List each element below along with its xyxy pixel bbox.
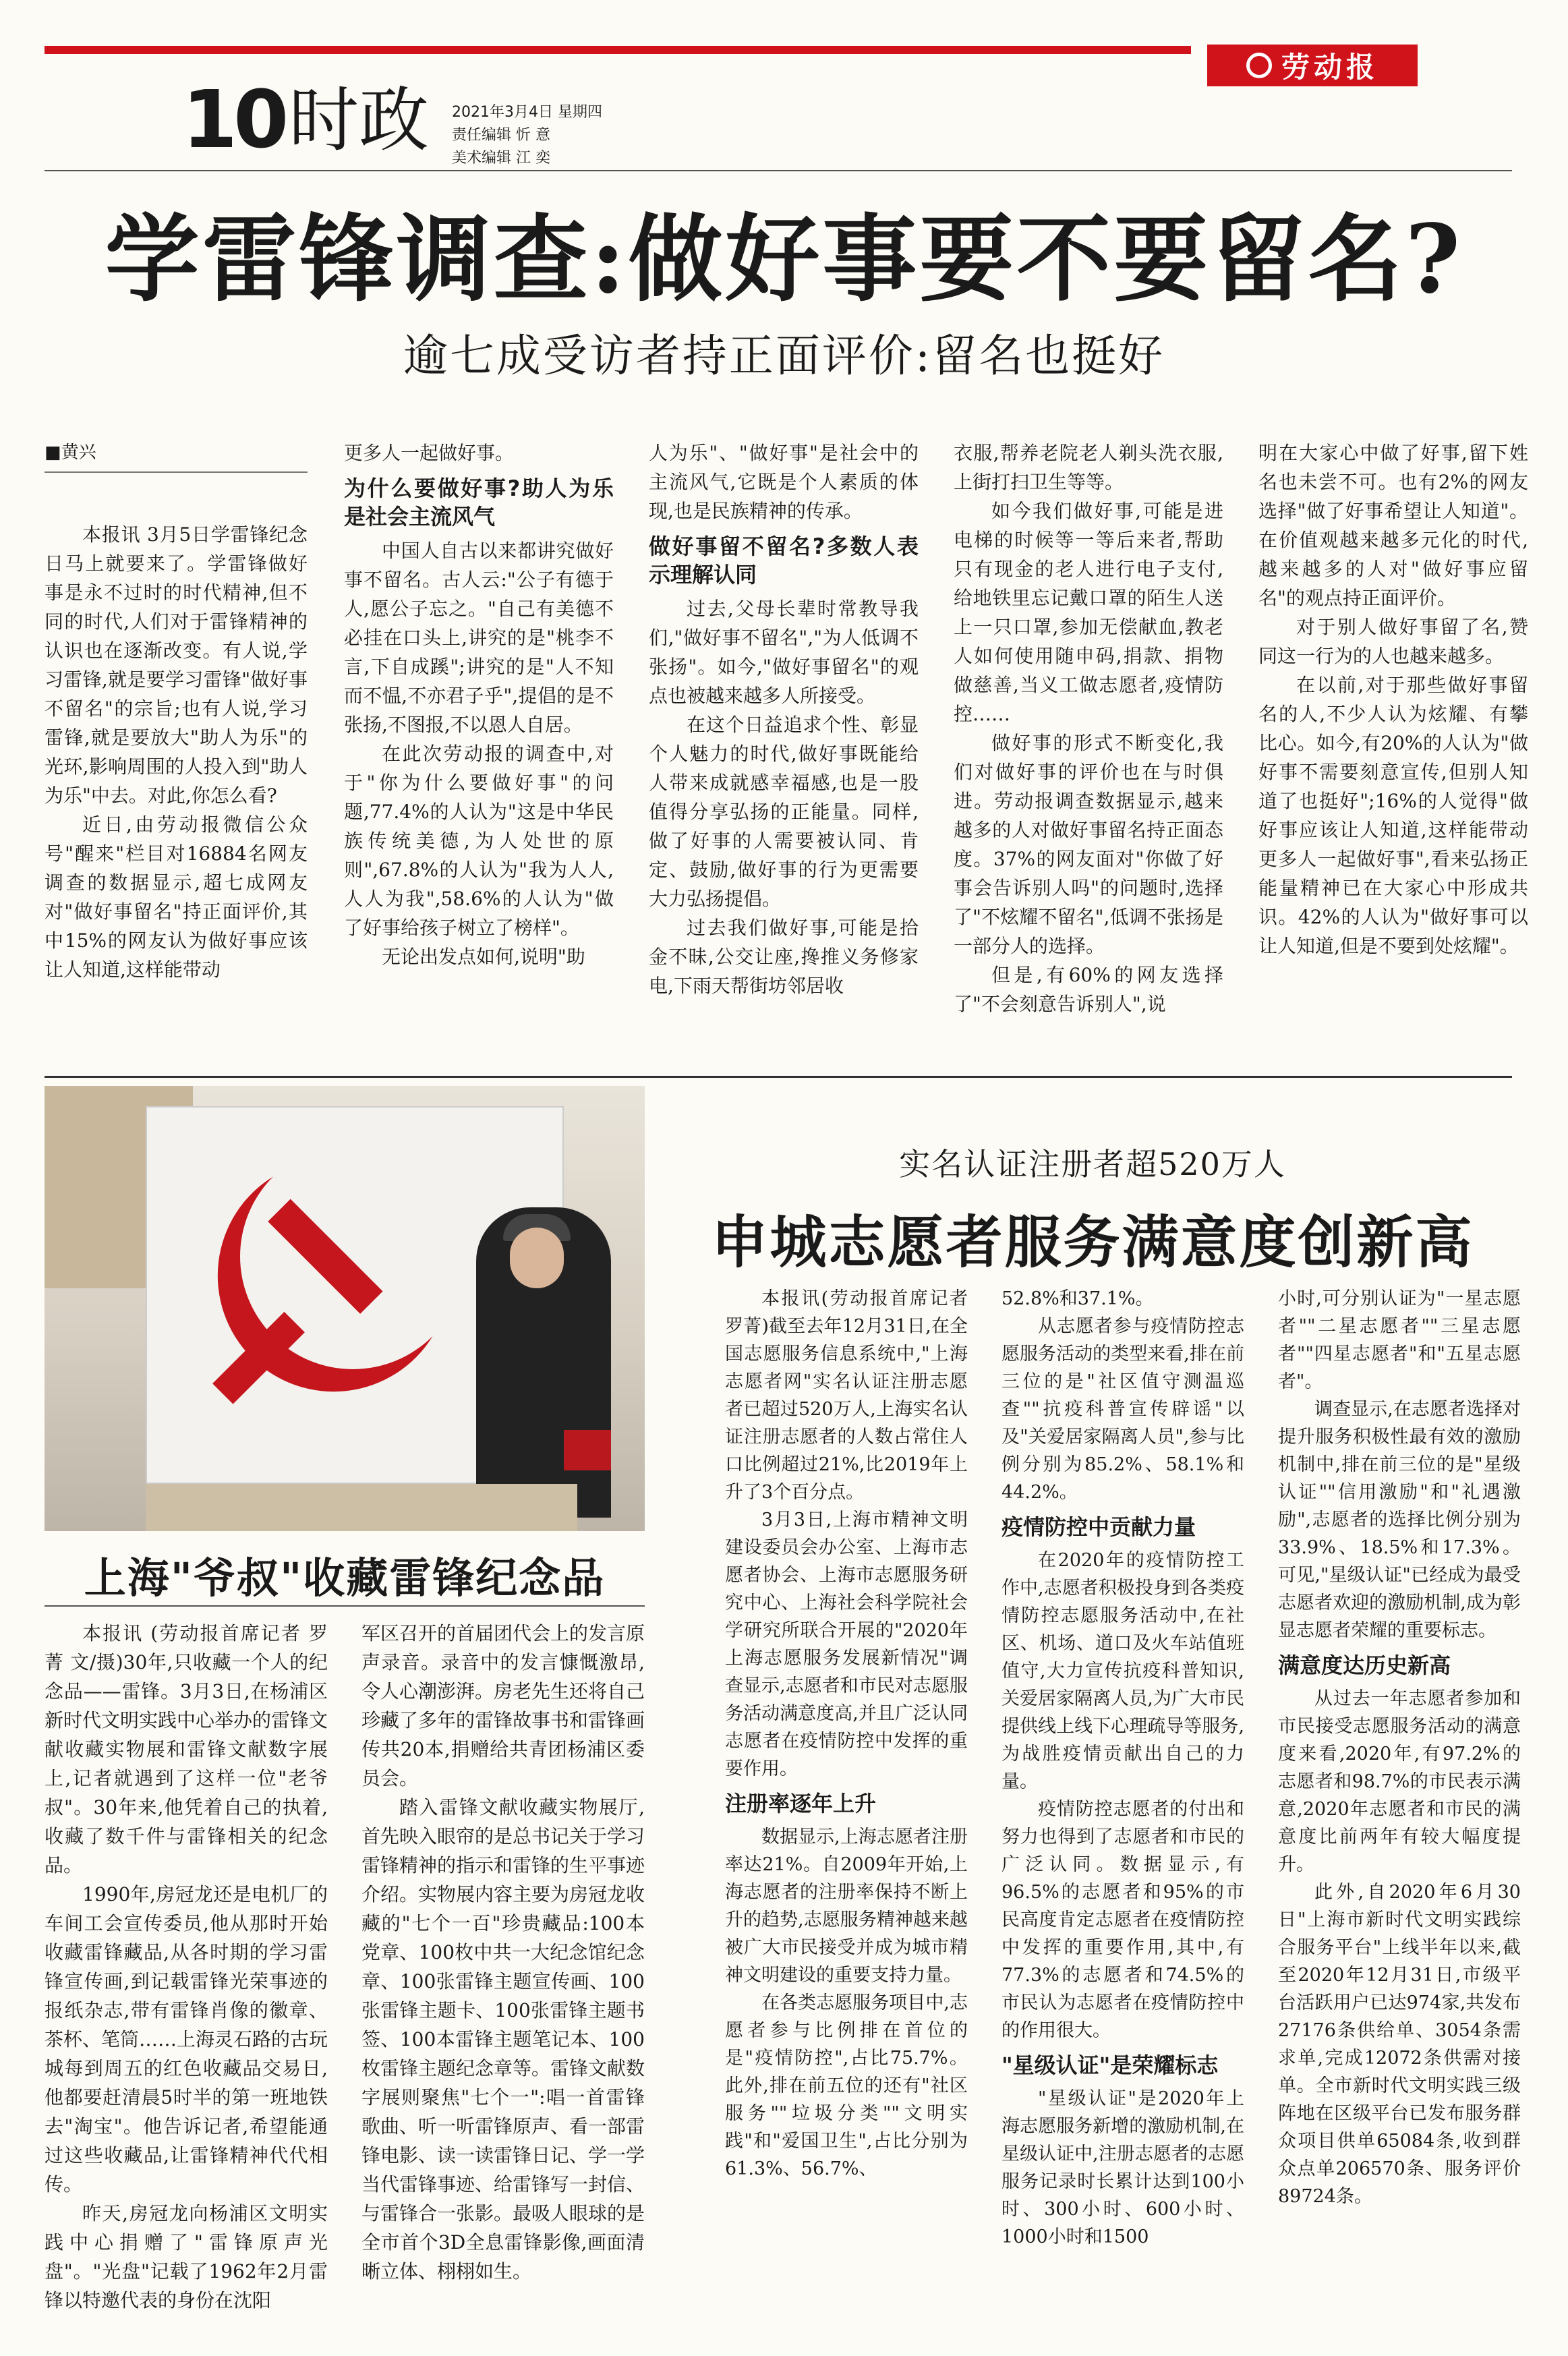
- logo-text: 劳动报: [1281, 51, 1378, 84]
- section-heading: "星级认证"是荣耀标志: [1001, 2052, 1219, 2078]
- lead-headline: 学雷锋调查:做好事要不要留名?: [105, 204, 1463, 315]
- paragraph: 调查显示,在志愿者选择对提升服务积极性最有效的激励机制中,排在前三位的是"星级认证""信用激励"和"礼遇激励",志愿者的选择比例分别为33.9%、18.5%和17.3%。可见,"星级认证"已经成为最受志愿者欢迎的激励机制,成为彰显志愿者荣耀的重要标志。: [1278, 1399, 1521, 1641]
- paragraph: 在以前,对于那些做好事留名的人,不少人认为炫耀、有攀比心。如今,有20%的人认为"做好事不需要刻意宣传,但别人知道了也挺好";16%的人觉得"做好事应该让人知道,这样能带动更多人一起做好事",看来弘扬正能量精神已在大家心中形成共识。42%的人认为"做好事可以让人知道,但是不要到处炫耀"。: [1258, 674, 1528, 957]
- paragraph: 昨天,房冠龙向杨浦区文明实践中心捐赠了"雷锋原声光盘"。"光盘"记载了1962年2月雷锋以特邀代表的身份在沈阳: [45, 2202, 328, 2311]
- paragraph: 本报讯 (劳动报首席记者 罗菁 文/摄)30年,只收藏一个人的纪念品——雷锋。3月3日,在杨浦区新时代文明实践中心举办的雷锋文献收藏实物展和雷锋文献数字展上,记者就遇到了这样一位"老爷叔"。30年来,他凭着自己的执着,收藏了数千件与雷锋相关的纪念品。: [45, 1622, 328, 1876]
- hammer-sickle-icon: [186, 1133, 476, 1423]
- section-heading: 满意度达历史新高: [1278, 1653, 1451, 1678]
- photo-col-2: [361, 1619, 645, 2286]
- volunteer-kicker: 实名认证注册者超520万人: [899, 1146, 1286, 1182]
- lead-subheadline: 逾七成受访者持正面评价:留名也挺好: [403, 330, 1165, 382]
- section-divider: [45, 1076, 1512, 1078]
- paragraph: 对于别人做好事留了名,赞同这一行为的人也越来越多。: [1258, 616, 1528, 667]
- paragraph: 在这个日益追求个性、彰显个人魅力的时代,做好事既能给人带来成就感幸福感,也是一股值得分享弘扬的正能量。同样,做了好事的人需要被认同、肯定、鼓励,做好事的行为更需要大力弘扬提倡。: [649, 714, 919, 910]
- volunteer-col-1: [725, 1285, 968, 2183]
- paragraph: 但是,有60%的网友选择了"不会刻意告诉别人",说: [954, 964, 1223, 1015]
- paragraph: 明在大家心中做了好事,留下姓名也未尝不可。也有2%的网友选择"做了好事希望让人知道"。在价值观越来越多元化的时代,越来越多的人对"做好事应留名"的观点持正面评价。: [1258, 442, 1528, 609]
- photo-rule: [45, 1605, 645, 1607]
- red-book-shape: [564, 1430, 611, 1470]
- paragraph: 在2020年的疫情防控工作中,志愿者积极投身到各类疫情防控志愿服务活动中,在社区、机场、道口及火车站值班值守,大力宣传抗疫科普知识,关爱居家隔离人员,为广大市民提供线上线下心理疏导等服务,为战胜疫情贡献出自己的力量。: [1001, 1550, 1244, 1792]
- masthead-rule: [45, 170, 1512, 171]
- volunteer-col-2: [1001, 1285, 1244, 2251]
- paragraph: "星级认证"是2020年上海志愿服务新增的激励机制,在星级认证中,注册志愿者的志愿服务记录时长累计达到100小时、300小时、600小时、1000小时和1500: [1001, 2088, 1244, 2247]
- lead-col-3: [649, 438, 919, 1000]
- section-heading: 注册率逐年上升: [725, 1791, 877, 1816]
- paragraph: 踏入雷锋文献收藏实物展厅,首先映入眼帘的是总书记关于学习雷锋精神的指示和雷锋的生平事迹介绍。实物展内容主要为房冠龙收藏的"七个一百"珍贵藏品:100本党章、100枚中共一大纪念馆纪念章、100张雷锋主题宣传画、100张雷锋主题卡、100张雷锋主题书签、100本雷锋主题笔记本、100枚雷锋主题纪念章等。雷锋文献数字展则聚焦"七个一":唱一首雷锋歌曲、听一听雷锋原声、看一部雷锋电影、读一读雷锋日记、学一学当代雷锋事迹、给雷锋写一封信、与雷锋合一张影。最吸人眼球的是全市首个3D全息雷锋影像,画面清晰立体、栩栩如生。: [361, 1796, 645, 2282]
- paragraph: 此外,自2020年6月30日"上海市新时代文明实践综合服务平台"上线半年以来,截至2020年12月31日,市级平台活跃用户已达974家,共发布27176条供给单、3054条需求单,完成12072条供需对接单。全市新时代文明实践三级阵地在区级平台已发布服务群众项目供单65084条,收到群众点单206570条、服务评价89724条。: [1278, 1882, 1521, 2207]
- paragraph: 如今我们做好事,可能是进电梯的时候等一等后来者,帮助只有现金的老人进行电子支付,给地铁里忘记戴口罩的陌生人送上一只口罩,参加无偿献血,教老人如何使用随申码,捐款、捐物做慈善,当义工做志愿者,疫情防控……: [954, 500, 1223, 725]
- photo-col-1: [45, 1619, 328, 2315]
- lead-col-5: [1258, 438, 1528, 960]
- section-heading: 疫情防控中贡献力量: [1001, 1514, 1196, 1540]
- face-shape: [510, 1228, 564, 1288]
- paragraph: 做好事的形式不断变化,我们对做好事的评价也在与时俱进。劳动报调查数据显示,越来越多的人对做好事留名持正面态度。37%的网友面对"你做了好事会告诉别人吗"的问题时,选择了"不炫耀不留名",低调不张扬是一部分人的选择。: [954, 732, 1223, 957]
- byline: ■黄兴: [45, 438, 308, 473]
- paragraph: 从志愿者参与疫情防控志愿服务活动的类型来看,排在前三位的是"社区值守测温巡查""抗疫科普宣传辟谣"以及"关爱居家隔离人员",参与比例分别为85.2%、58.1%和44.2%。: [1001, 1316, 1244, 1503]
- paragraph: 本报讯(劳动报首席记者 罗菁)截至去年12月31日,在全国志愿服务信息系统中,"上海志愿者网"实名认证注册志愿者已超过520万人,上海实名认证注册志愿者的人数占常住人口比例超过21%,比2019年上升了3个百分点。: [725, 1288, 968, 1503]
- editor-credit: 责任编辑 忻 意: [452, 127, 550, 144]
- paragraph: 军区召开的首届团代会上的发言原声录音。录音中的发言慷慨激昂,令人心潮澎湃。房老先生还将自己珍藏了多年的雷锋故事书和雷锋画传共20本,捐赠给共青团杨浦区委员会。: [361, 1622, 645, 1789]
- paragraph: 数据显示,上海志愿者注册率达21%。自2009年开始,上海志愿者的注册率保持不断上升的趋势,志愿服务精神越来越被广大市民接受并成为城市精神文明建设的重要支持力量。: [725, 1827, 968, 1986]
- section-title: 时政: [289, 79, 430, 161]
- paragraph: 过去,父母长辈时常教导我们,"做好事不留名","为人低调不张扬"。如今,"做好事留名"的观点也被越来越多人所接受。: [649, 598, 919, 707]
- section-heading: 做好事留不留名?多数人表示理解认同: [649, 534, 919, 587]
- paragraph: 衣服,帮养老院老人剃头洗衣服,上街打扫卫生等等。: [954, 442, 1223, 493]
- display-case: [146, 1484, 577, 1531]
- paragraph: 无论出发点如何,说明"助: [382, 946, 585, 968]
- paragraph: 1990年,房冠龙还是电机厂的车间工会宣传委员,他从那时开始收藏雷锋藏品,从各时期的学习雷锋宣传画,到记载雷锋光荣事迹的报纸杂志,带有雷锋肖像的徽章、茶杯、笔筒……上海灵石路的古玩城每到周五的红色收藏品交易日,他都要赶清晨5时半的第一班地铁去"淘宝"。他告诉记者,希望能通过这些收藏品,让雷锋精神代代相传。: [45, 1883, 328, 2195]
- paragraph: 在此次劳动报的调查中,对于"你为什么要做好事"的问题,77.4%的人认为"这是中华民族传统美德,为人处世的原则",67.8%的人认为"我为人人,人人为我",58.6%的人认为"做了好事给孩子树立了榜样"。: [344, 743, 614, 939]
- news-photo: [45, 1086, 645, 1531]
- masthead-logo: [1207, 45, 1418, 86]
- paragraph: 近日,由劳动报微信公众号"醒来"栏目对16884名网友调查的数据显示,超七成网友对"做好事留名"持正面评价,其中15%的网友认为做好事应该让人知道,这样能带动: [45, 813, 308, 981]
- photo-story-title: 上海"爷叔"收藏雷锋纪念品: [84, 1553, 606, 1603]
- date-info: [452, 101, 602, 170]
- paragraph: 本报讯 3月5日学雷锋纪念日马上就要来了。学雷锋做好事是永不过时的时代精神,但不同的时代,人们对于雷锋精神的认识也在逐渐改变。有人说,学习雷锋,就是要学习雷锋"做好事不留名"的宗旨;也有人说,学习雷锋,就是要放大"助人为乐"的光环,影响周围的人投入到"助人为乐"中去。对此,你怎么看?: [45, 523, 308, 807]
- paragraph: 3月3日,上海市精神文明建设委员会办公室、上海市志愿者协会、上海市志愿服务研究中心、上海社会科学院社会学研究所联合开展的"2020年上海志愿服务发展新情况"调查显示,志愿者和市民对志愿服务活动满意度高,并且广泛认同志愿者在疫情防控中发挥的重要作用。: [725, 1510, 968, 1779]
- page-number: 10: [182, 73, 285, 166]
- paragraph: 在各类志愿服务项目中,志愿者参与比例排在首位的是"疫情防控",占比75.7%。此外,排在前五位的还有"社区服务""垃圾分类""文明实践"和"爱国卫生",占比分别为61.3%、56.7%、: [725, 1992, 968, 2179]
- lead-col-4: [954, 438, 1223, 1018]
- logo-icon: [1246, 53, 1272, 78]
- paragraph: 从过去一年志愿者参加和市民接受志愿服务活动的满意度来看,2020年,有97.2%的志愿者和98.7%的市民表示满意,2020年志愿者和市民的满意度比前两年有较大幅度提升。: [1278, 1688, 1521, 1875]
- paragraph: 中国人自古以来都讲究做好事不留名。古人云:"公子有德于人,愿公子忘之。"自己有美德不必挂在口头上,讲究的是"桃李不言,下自成蹊";讲究的是"人不知而不愠,不亦君子乎",提倡的是不张扬,不图报,不以恩人自居。: [344, 540, 614, 736]
- paragraph: 更多人一起做好事。: [344, 442, 515, 464]
- volunteer-col-3: [1278, 1285, 1521, 2210]
- paragraph: 过去我们做好事,可能是拾金不昧,公交让座,搀推义务修家电,下雨天帮街坊邻居收: [649, 917, 919, 997]
- issue-date: 2021年3月4日 星期四: [452, 104, 602, 121]
- paragraph: 52.8%和37.1%。: [1001, 1288, 1154, 1309]
- top-red-rule: [45, 46, 1191, 54]
- paragraph: 疫情防控志愿者的付出和努力也得到了志愿者和市民的广泛认同。数据显示,有96.5%的志愿者和95%的市民高度肯定志愿者在疫情防控中发挥的重要作用,其中,有77.3%的志愿者和74.5%的市民认为志愿者在疫情防控中的作用很大。: [1001, 1799, 1244, 2041]
- volunteer-title: 申城志愿者服务满意度创新高: [711, 1209, 1474, 1275]
- paragraph: 小时,可分别认证为"一星志愿者""二星志愿者""三星志愿者""四星志愿者"和"五星志愿者"。: [1278, 1288, 1521, 1392]
- section-heading: 为什么要做好事?助人为乐是社会主流风气: [344, 476, 614, 529]
- lead-col-2: [344, 438, 614, 971]
- paragraph: 人为乐"、"做好事"是社会中的主流风气,它既是个人素质的体现,也是民族精神的传承。: [649, 442, 919, 522]
- art-editor-credit: 美术编辑 江 奕: [452, 150, 550, 167]
- lead-col-1: [45, 438, 308, 984]
